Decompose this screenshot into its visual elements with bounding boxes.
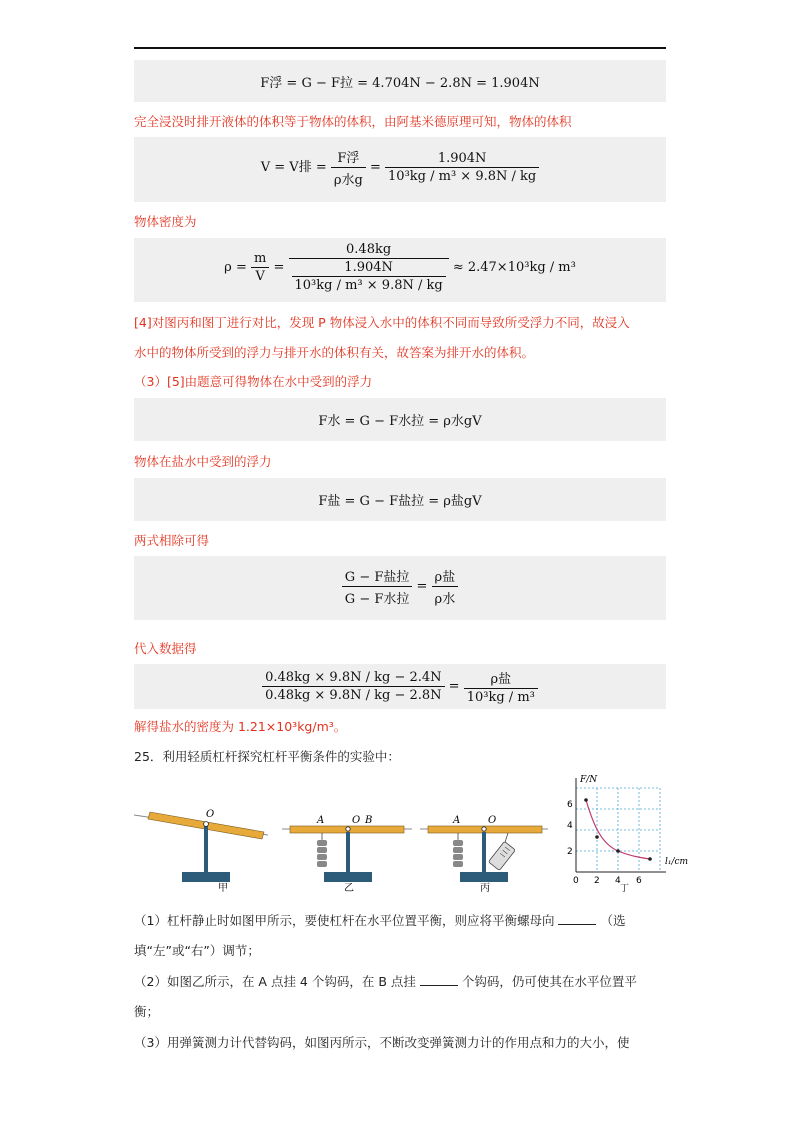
- formula-box-1: [134, 60, 666, 102]
- y-tick: 4: [567, 821, 573, 831]
- water-buoyancy-formula: F水 = G − F水拉 = ρ水gV: [318, 414, 482, 429]
- weight-1: [317, 840, 327, 846]
- substitution-formula: $\frac{0.48kg \times 9.8N / kg - 2.4N}{0.48kg \times 9.8N / kg - 2.8N}$ = $\frac{\text{ρ盐}}{\text{10³kg / m³}}$: [134, 668, 666, 705]
- yi-stand-post: [346, 832, 350, 874]
- frac-den: 0.48kg × 9.8N / kg − 2.8N: [265, 688, 442, 703]
- frac-den: [289, 259, 449, 293]
- question-1-suffix: （选: [600, 913, 626, 928]
- frac-num: F浮: [331, 147, 366, 168]
- question-3-line-1: （3）用弹簧测力计代替钩码，如图丙所示，不断改变弹簧测力计的作用点和力的大小，使: [134, 1035, 630, 1050]
- data-point: [584, 798, 588, 802]
- frac-den: V: [255, 269, 265, 284]
- frac-den: G − F水拉: [344, 592, 410, 607]
- jia-label-o: O: [206, 809, 215, 820]
- paragraph-substitute: 代入数据得: [134, 641, 197, 656]
- formula-box-3: [134, 238, 666, 302]
- formula-box-2: [134, 137, 666, 202]
- graph-ylabel: F/N: [580, 775, 598, 785]
- density-result: ≈ 2.47×10³kg / m³: [452, 260, 576, 275]
- question-2-line-1: [134, 973, 637, 991]
- formula-box-5: [134, 478, 666, 521]
- x-tick: 4: [615, 876, 621, 886]
- paragraph-saltwater: 物体在盐水中受到的浮力: [134, 454, 272, 469]
- paragraph-volume: 完全浸没时排开液体的体积等于物体的体积，由阿基米德原理可知，物体的体积: [134, 114, 572, 129]
- frac-num: ρ盐: [464, 668, 538, 689]
- volume-lhs: V = V排 =: [260, 160, 327, 175]
- bing-stand-base: [460, 872, 508, 882]
- frac-den: 10³kg / m³: [466, 690, 535, 705]
- data-point: [648, 857, 652, 861]
- weight-4: [317, 861, 327, 867]
- figure-jia: [134, 809, 268, 894]
- density-formula: ρ = $\frac{m}{V}$ = $\frac{0.48kg}{\frac{1.904N}{\text{10³kg / m³ × 9.8N / kg}}}$ ≈ 2.47×10³kg / m³: [224, 242, 576, 293]
- x-tick: 2: [594, 876, 600, 886]
- question-2-line-2: 衡；: [134, 1004, 160, 1019]
- density-frac-1: [251, 251, 269, 284]
- yi-stand-base: [324, 872, 372, 882]
- frac-den: 10³kg / m³ × 9.8N / kg: [294, 278, 443, 293]
- yi-pivot: [346, 827, 350, 831]
- jia-stand-post: [204, 824, 208, 874]
- figure-yi: [282, 815, 412, 894]
- spring-scale: [488, 841, 515, 870]
- yi-label-o: O: [352, 815, 361, 826]
- ratio-frac-right: [432, 566, 459, 607]
- frac-num: 0.48kg: [289, 242, 449, 259]
- label-bing: 丙: [480, 883, 490, 894]
- volume-frac-2: [385, 151, 539, 184]
- density-lhs: ρ =: [224, 260, 247, 275]
- spring-scale-body: [488, 841, 515, 870]
- ratio-formula: $\frac{\text{G − F盐拉}}{\text{G − F水拉}}$ = $\frac{\text{ρ盐}}{\text{ρ水}}$: [134, 566, 666, 607]
- data-point: [595, 835, 599, 839]
- weight-2: [453, 847, 463, 853]
- label-jia: 甲: [218, 883, 228, 894]
- weight-3: [317, 854, 327, 860]
- density-inner-frac: [292, 260, 446, 293]
- subst-frac-right: [464, 668, 538, 705]
- subst-frac-left: [262, 670, 444, 703]
- x-tick: 6: [636, 876, 642, 886]
- volume-frac-1: [331, 147, 366, 188]
- frac-num: 0.48kg × 9.8N / kg − 2.4N: [262, 670, 444, 687]
- question-1-line-2: 填“左”或“右”）调节；: [134, 943, 260, 958]
- yi-label-b: B: [365, 815, 373, 826]
- weight-3: [453, 854, 463, 860]
- bing-pivot: [482, 827, 486, 831]
- bing-label-a: A: [453, 815, 461, 826]
- lever-experiment-figure: [130, 772, 689, 894]
- frac-den: ρ水: [434, 592, 456, 607]
- frac-num: G − F盐拉: [342, 566, 413, 587]
- frac-den: 10³kg / m³ × 9.8N / kg: [388, 169, 537, 184]
- bing-label-o: O: [488, 815, 497, 826]
- question-25-title: 25．利用轻质杠杆探究杠杆平衡条件的实验中：: [134, 749, 400, 764]
- yi-label-a: A: [317, 815, 325, 826]
- weight-2: [317, 847, 327, 853]
- answer-blank-1[interactable]: [558, 912, 596, 925]
- weight-1: [453, 840, 463, 846]
- formula-box-4: [134, 398, 666, 441]
- jia-stand-base: [182, 872, 230, 882]
- frac-num: ρ盐: [432, 566, 459, 587]
- question-1-line-1: [134, 912, 625, 930]
- question-1-text: （1）杠杆静止时如图甲所示，要使杠杆在水平位置平衡，则应将平衡螺母向: [134, 913, 555, 928]
- header-rule: [134, 47, 666, 49]
- y-tick: 6: [567, 800, 573, 810]
- paragraph-part3: （3）[5]由题意可得物体在水中受到的浮力: [134, 374, 373, 389]
- frac-num: 1.904N: [292, 260, 446, 277]
- data-point: [616, 849, 620, 853]
- density-frac-2: [289, 242, 449, 293]
- salt-buoyancy-formula: F盐 = G − F盐拉 = ρ盐gV: [318, 494, 482, 509]
- bing-stand-post: [482, 832, 486, 874]
- frac-num: 1.904N: [385, 151, 539, 168]
- frac-den: ρ水g: [333, 173, 363, 188]
- figure-bing: [420, 815, 548, 894]
- graph-grid: [576, 788, 660, 872]
- paragraph-comparison-2: 水中的物体所受到的浮力与排开水的体积有关，故答案为排开水的体积。: [134, 345, 535, 360]
- paragraph-comparison-1: [4]对图丙和图丁进行对比，发现 P 物体浸入水中的体积不同而导致所受浮力不同，故浸入: [134, 315, 630, 330]
- paragraph-density: 物体密度为: [134, 214, 197, 229]
- buoyancy-formula: F浮 = G − F拉 = 4.704N − 2.8N = 1.904N: [260, 76, 540, 91]
- volume-formula: V = V排 = $\frac{\text{F浮}}{\text{ρ水g}}$ = $\frac{1.904N}{\text{10³kg / m³ × 9.8N / kg}}$: [134, 147, 666, 188]
- x-tick: 0: [573, 876, 579, 886]
- y-tick: 2: [567, 847, 573, 857]
- formula-box-6: [134, 556, 666, 620]
- question-2-text: （2）如图乙所示，在 A 点挂 4 个钩码，在 B 点挂: [134, 974, 416, 989]
- formula-box-7: [134, 664, 666, 709]
- frac-num: m: [251, 251, 269, 268]
- label-ding: 丁: [620, 884, 630, 894]
- ratio-frac-left: [342, 566, 413, 607]
- graph-xlabel: l₁/cm: [665, 857, 689, 867]
- weight-4: [453, 861, 463, 867]
- figure-ding-graph: [567, 775, 688, 894]
- label-yi: 乙: [344, 883, 354, 894]
- question-2-suffix: 个钩码，仍可使其在水平位置平: [461, 974, 637, 989]
- jia-pivot: [204, 822, 209, 827]
- paragraph-answer: 解得盐水的密度为 1.21×10³kg/m³。: [134, 719, 347, 734]
- answer-blank-2[interactable]: [420, 973, 458, 986]
- paragraph-divide: 两式相除可得: [134, 533, 210, 548]
